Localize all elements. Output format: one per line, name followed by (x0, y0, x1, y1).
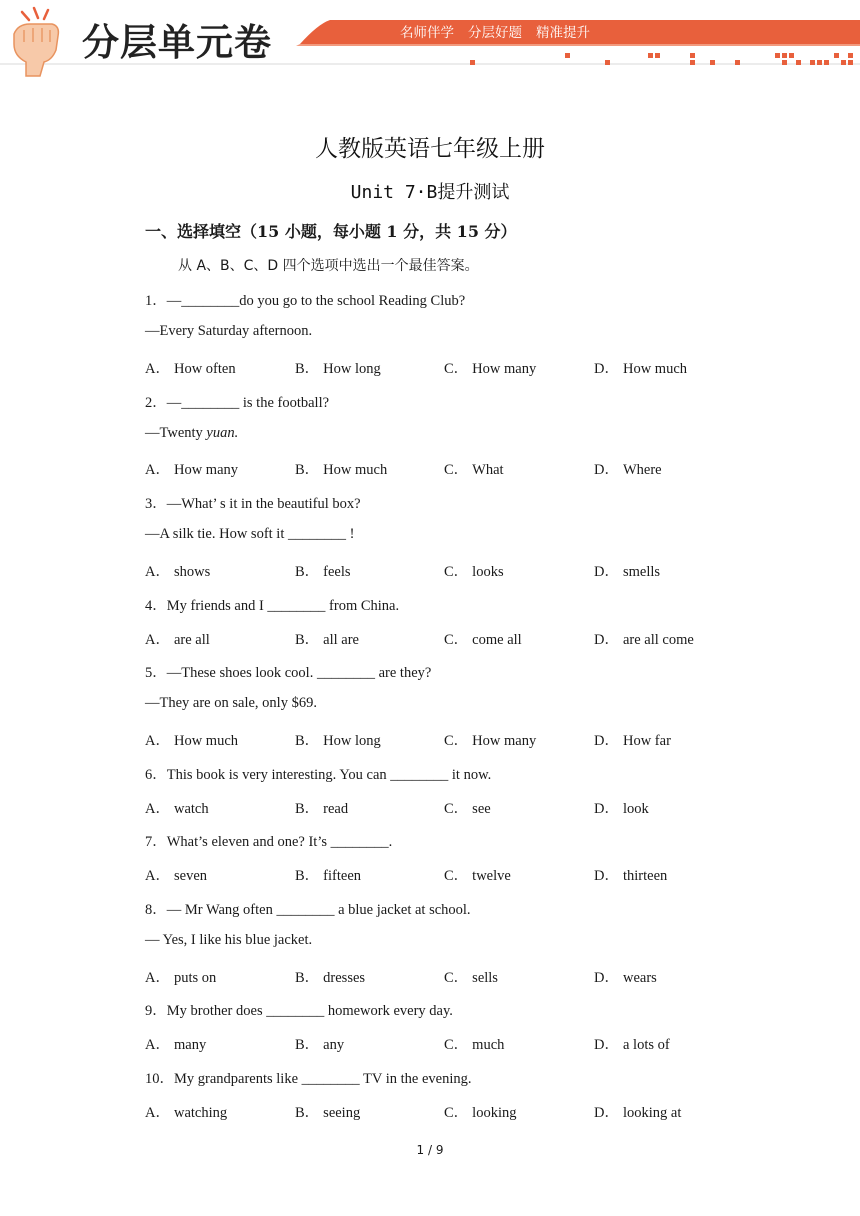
fist-logo-icon (14, 8, 58, 76)
option-b[interactable]: B． How long (295, 733, 381, 749)
question-3-options (145, 560, 765, 580)
option-d[interactable]: D． smells (594, 564, 661, 580)
option-d[interactable]: D． How much (594, 361, 688, 377)
option-d[interactable]: D． How far (594, 733, 671, 749)
option-b[interactable]: B． all are (295, 632, 359, 648)
question-5-stem: 5．—These shoes look cool. ________ are they? (145, 665, 432, 681)
option-a[interactable]: A． are all (145, 632, 210, 648)
option-d[interactable]: D． thirteen (594, 868, 668, 884)
option-c[interactable]: C． looking (444, 1105, 517, 1121)
option-a[interactable]: A． many (145, 1037, 207, 1053)
option-b[interactable]: B． feels (295, 564, 351, 580)
option-c[interactable]: C． looks (444, 564, 504, 580)
option-d[interactable]: D． a lots of (594, 1037, 670, 1053)
question-3-answer-line: —A silk tie. How soft it ________ ! (145, 526, 355, 542)
option-c[interactable]: C． How many (444, 361, 537, 377)
option-d[interactable]: D． Where (594, 462, 662, 478)
option-a[interactable]: A． watch (145, 801, 209, 817)
question-4-options (145, 628, 765, 648)
document-subtitle: Unit 7·B提升测试 (350, 182, 510, 203)
option-c[interactable]: C． twelve (444, 868, 511, 884)
option-d[interactable]: D． are all come (594, 632, 694, 648)
question-8-answer-line: — Yes, I like his blue jacket. (145, 932, 313, 948)
option-c[interactable]: C． How many (444, 733, 537, 749)
question-2-answer-line: —Twenty yuan. (145, 425, 239, 441)
option-c[interactable]: C． What (444, 462, 504, 478)
option-b[interactable]: B． seeing (295, 1105, 361, 1121)
question-2-options (145, 458, 765, 478)
section-instruction: 从 A、B、C、D 四个选项中选出一个最佳答案。 (178, 258, 479, 274)
slogan-3: 精准提升 (536, 25, 590, 41)
option-b[interactable]: B． fifteen (295, 868, 362, 884)
option-a[interactable]: A． How often (145, 361, 236, 377)
question-9-options (145, 1033, 765, 1053)
question-1-stem: 1．—________do you go to the school Reading Club? (145, 293, 466, 309)
option-d[interactable]: D． looking at (594, 1105, 682, 1121)
question-5-answer-line: —They are on sale, only $69. (145, 695, 317, 711)
italic-word: yuan. (206, 425, 239, 441)
option-c[interactable]: C． much (444, 1037, 505, 1053)
option-c[interactable]: C． sells (444, 970, 498, 986)
option-b[interactable]: B． How much (295, 462, 388, 478)
option-a[interactable]: A． How much (145, 733, 239, 749)
option-b[interactable]: B． dresses (295, 970, 366, 986)
section-heading: 一、选择填空（15 小题，每小题 1 分，共 15 分） (145, 222, 517, 241)
option-a[interactable]: A． puts on (145, 970, 217, 986)
option-b[interactable]: B． any (295, 1037, 345, 1053)
question-5-options (145, 729, 765, 749)
page-number: 1 / 9 (416, 1143, 444, 1157)
option-c[interactable]: C． come all (444, 632, 522, 648)
question-10-options (145, 1101, 765, 1121)
option-a[interactable]: A． shows (145, 564, 211, 580)
question-1-options (145, 357, 765, 377)
option-a[interactable]: A． watching (145, 1105, 228, 1121)
question-10-stem: 10．My grandparents like ________ TV in the evening. (145, 1071, 472, 1087)
slogan-1: 名师伴学 (400, 25, 454, 41)
question-1-answer-line: —Every Saturday afternoon. (145, 323, 313, 339)
question-6-options (145, 797, 765, 817)
option-d[interactable]: D． look (594, 801, 649, 817)
question-2-stem: 2．—________ is the football? (145, 395, 330, 411)
header-banner (0, 0, 860, 80)
option-a[interactable]: A． seven (145, 868, 207, 884)
question-4-stem: 4．My friends and I ________ from China. (145, 598, 400, 614)
brand-title: 分层单元卷 (82, 21, 272, 64)
question-7-stem: 7．What’s eleven and one? It’s ________. (145, 834, 393, 850)
option-b[interactable]: B． How long (295, 361, 381, 377)
option-d[interactable]: D． wears (594, 970, 657, 986)
document-title: 人教版英语七年级上册 (315, 136, 545, 162)
question-8-stem: 8．— Mr Wang often ________ a blue jacket at school. (145, 902, 471, 918)
option-a[interactable]: A． How many (145, 462, 239, 478)
slogan-bar (400, 21, 604, 41)
slogan-2: 分层好题 (468, 25, 522, 41)
question-3-stem: 3．—What’ s it in the beautiful box? (145, 496, 361, 512)
question-6-stem: 6．This book is very interesting. You can ________ it now. (145, 767, 492, 783)
question-9-stem: 9．My brother does ________ homework every day. (145, 1003, 453, 1019)
question-8-options (145, 966, 765, 986)
option-b[interactable]: B． read (295, 801, 349, 817)
option-c[interactable]: C． see (444, 801, 491, 817)
question-7-options (145, 864, 765, 884)
